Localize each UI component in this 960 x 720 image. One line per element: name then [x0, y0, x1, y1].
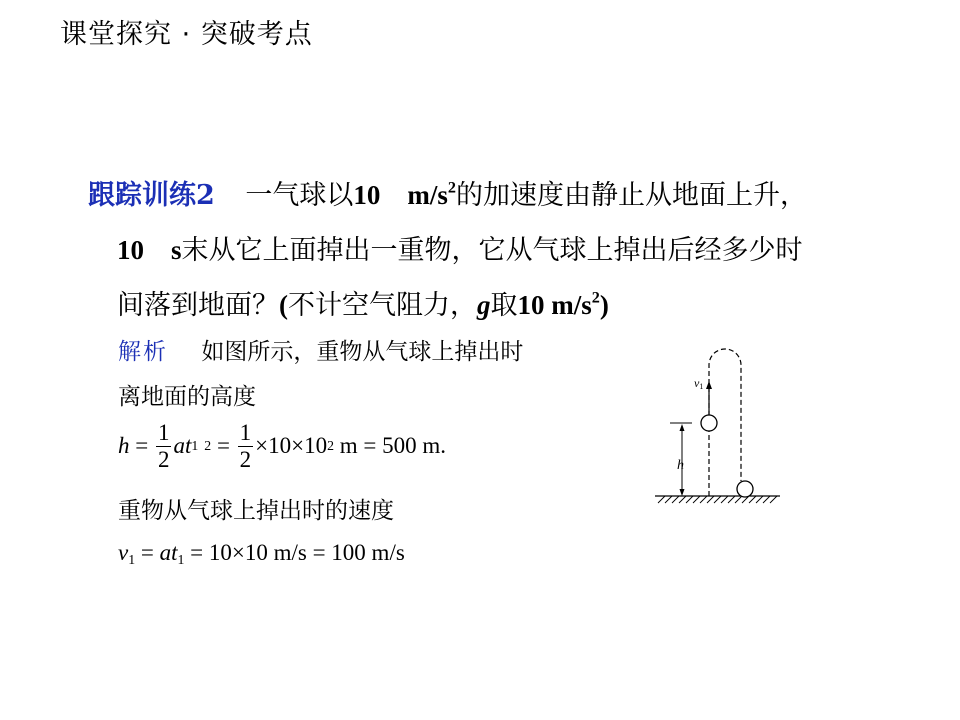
fraction-numerator: 1: [239, 419, 252, 445]
object-circle-ground: [737, 481, 753, 497]
problem-tag: 跟踪训练2: [88, 180, 215, 211]
problem-line-2: [88, 223, 888, 278]
formula-equals: =: [135, 540, 160, 565]
formula-subscript: 1: [128, 552, 136, 568]
solution-text: 如图所示，重物从气球上掉出时: [201, 339, 524, 365]
formula-variable: at: [159, 540, 178, 565]
problem-statement: [88, 168, 888, 333]
height-label: h: [677, 458, 684, 473]
page-title: 课堂探究 · 突破考点: [60, 19, 313, 50]
problem-value: 10 m/s: [517, 290, 592, 320]
solution-line-2: 离地面的高度: [118, 384, 256, 410]
problem-paren: ): [599, 290, 609, 320]
formula-result: m = 500 m.: [334, 433, 447, 458]
fraction-denominator: 2: [157, 446, 170, 472]
problem-text: 取: [490, 290, 518, 321]
solution-tag: 解析: [118, 339, 168, 365]
fraction-half: [238, 420, 254, 473]
formula-equals: =: [211, 433, 236, 458]
formula-variable: h: [118, 433, 130, 458]
height-arrowhead-down: [680, 489, 685, 496]
object-circle-release: [701, 415, 717, 431]
balloon-diagram: [650, 345, 785, 515]
solution-line-4: 重物从气球上掉出时的速度: [118, 498, 394, 524]
problem-value: 10 s: [117, 235, 182, 265]
fraction-numerator: 1: [157, 419, 170, 445]
ground-hatching: [658, 496, 777, 503]
problem-text: 不计空气阻力，: [288, 290, 477, 321]
problem-line-3: [88, 278, 888, 333]
velocity-arrowhead: [706, 381, 712, 389]
solution-line-1: [118, 333, 638, 366]
formula-product: ×10×10: [255, 433, 328, 458]
problem-variable: g: [477, 290, 491, 320]
formula-variable: v: [118, 540, 129, 565]
formula-variable: at: [173, 433, 192, 458]
problem-text: 末从它上面掉出一重物，它从气球上掉出后经多少时: [181, 235, 803, 266]
problem-text: 的加速度由静止从地面上升，: [455, 180, 807, 211]
problem-value: 10 m/s: [353, 180, 448, 210]
fraction-denominator: 2: [239, 446, 252, 472]
velocity-label: v1: [694, 376, 704, 391]
formula-subscript: 1: [177, 552, 185, 568]
problem-exponent: 2: [447, 178, 456, 197]
height-formula: h = $\frac{1}{2}$ at 1 2 = $\frac{1}{2}$ ×10×10 2 m = 500 m.: [118, 419, 447, 472]
formula-equals: =: [129, 433, 154, 458]
problem-text: 间落到地面？: [117, 290, 279, 321]
problem-line-1: [88, 168, 888, 223]
formula-result: = 10×10 m/s = 100 m/s: [184, 540, 405, 565]
velocity-formula: [118, 540, 638, 566]
problem-text: 一气球以: [245, 180, 354, 211]
height-arrowhead-up: [680, 424, 685, 431]
problem-exponent: 2: [591, 288, 600, 307]
fraction-half: [156, 420, 172, 473]
problem-paren: (: [279, 290, 288, 320]
